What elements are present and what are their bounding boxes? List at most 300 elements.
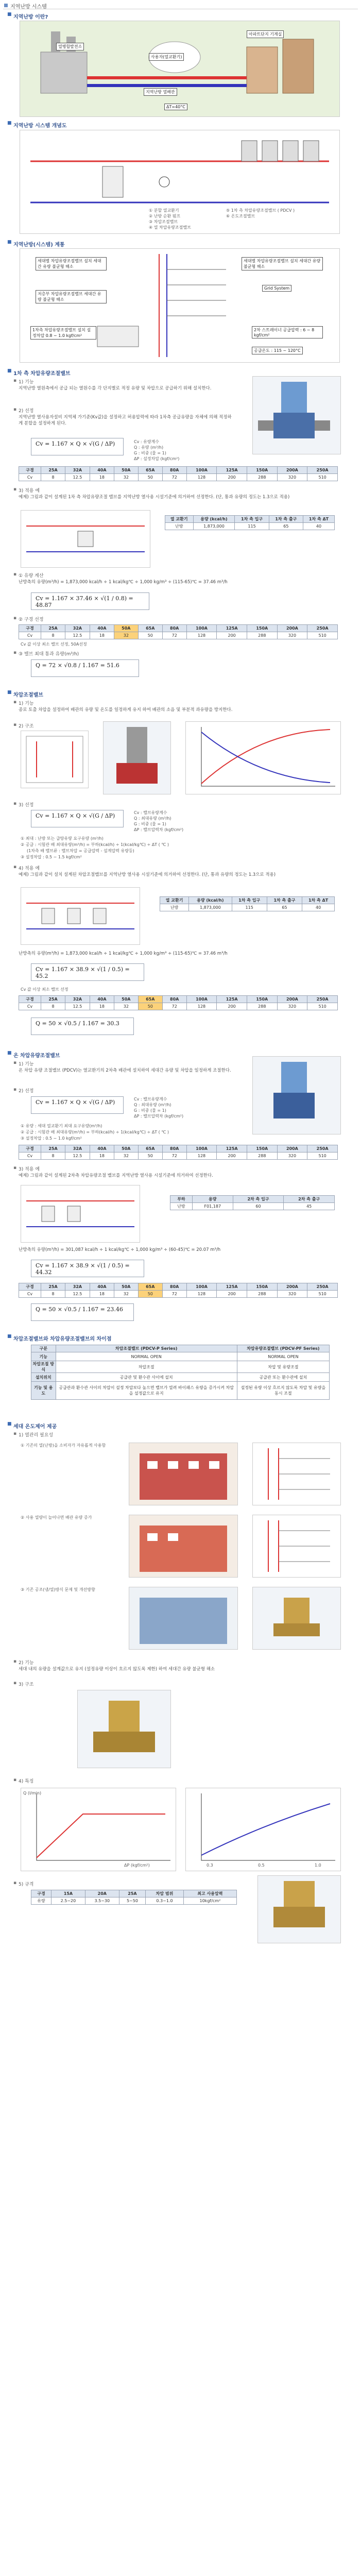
s8-valve-photo — [252, 1587, 341, 1650]
s8-graph-tick-2: 0.5 — [258, 1863, 265, 1868]
s8-item-3: ③ 기존 공조(냉/열)방식 문제 및 개선방향 — [21, 1587, 95, 1592]
table-cell: 기능 및 용도 — [31, 1382, 56, 1400]
system-label-6: 2차 스트레이너 공급압력 : 6 ~ 8 kgf/cm² — [252, 326, 323, 338]
table-cell: 15A — [51, 1890, 85, 1897]
table-cell: Cv — [19, 1291, 41, 1298]
section-heading-concept: ■ 지역난방 시스템 개념도 — [7, 121, 67, 129]
s4-cv-calc: Cv = 1.167 × 37.46 × √(1 / 0.8) = 48.87 — [31, 592, 149, 610]
s4-calc-text: 난방측의 유량(m³/h) = 1,873,000 kcal/h ÷ 1 kcal/kg℃ ÷ 1,000 kg/m³ ÷ (115-65)℃ = 37.46 m³/h — [19, 580, 228, 585]
s8-flow-graph — [21, 1788, 176, 1871]
table-cell: 12.5 — [65, 474, 90, 481]
table-cell: 72 — [162, 1003, 186, 1010]
table-cell: 32 — [114, 1003, 138, 1010]
s5-var-2: Q : 최대유량 (m³/h) — [134, 816, 171, 821]
table-cell: 8 — [41, 1003, 65, 1010]
table-cell: 150A — [247, 1283, 277, 1291]
system-diagram — [20, 248, 340, 363]
s4-check-formula: Q = 72 × √0.8 / 1.167 = 51.6 — [31, 659, 139, 677]
table-cell: 공급관 및 환수관 사이에 설치 — [56, 1373, 237, 1382]
s8-building-3-svg — [129, 1587, 237, 1649]
table-row — [19, 1291, 338, 1298]
s5-calc-text: 난방측의 유량(m³/h) = 1,873,000 kcal/h ÷ 1 kcal/kg℃ ÷ 1,000 kg/m³ ÷ (115-65)℃ = 37.46 m³/h — [19, 951, 228, 956]
s8-building-2-svg — [129, 1515, 237, 1577]
table-cell: 3.5~30 — [85, 1897, 119, 1905]
table-cell: 차압조절 — [56, 1361, 237, 1373]
table-cell: 20A — [85, 1890, 119, 1897]
table-cell: 5~50 — [119, 1897, 145, 1905]
s4-cv-table — [19, 466, 338, 481]
table-cell: 80A — [162, 467, 186, 474]
s5-install-diagram — [21, 731, 89, 788]
s6-spec-table — [170, 1195, 335, 1210]
table-cell: 32A — [65, 1145, 90, 1153]
table-cell: 18 — [90, 1003, 114, 1010]
table-cell: 510 — [307, 1153, 338, 1160]
s4-example-diagram — [21, 510, 150, 568]
table-cell: 288 — [247, 1291, 277, 1298]
table-cell: 72 — [162, 1291, 186, 1298]
table-cell: 최고 사용압력 — [183, 1890, 236, 1897]
table-cell: 설치위치 — [31, 1373, 56, 1382]
table-cell: 차압 및 유량조절 — [237, 1361, 329, 1373]
s6-valve-table — [19, 1145, 338, 1160]
table-cell: 구경 — [19, 996, 41, 1003]
table-cell: 50 — [138, 1003, 162, 1010]
table-cell: 115 — [235, 523, 269, 530]
table-cell: 128 — [186, 1003, 217, 1010]
table-cell: 65 — [269, 523, 303, 530]
table-cell: 용량 — [192, 1196, 233, 1203]
s8-graph-tick-1: 0.3 — [207, 1863, 213, 1868]
s5-note-4: ③ 설정차압 : 0.5 ~ 1.5 kgf/cm² — [21, 855, 82, 859]
table-cell: 40A — [90, 996, 114, 1003]
table-cell: 65A — [138, 1283, 162, 1291]
s5-sub-example: ▪ 4) 적용 예 — [13, 865, 40, 871]
table-cell: 125A — [217, 467, 247, 474]
table-cell: 공급관 또는 환수관에 설치 — [237, 1373, 329, 1382]
s8-valve-svg — [253, 1587, 340, 1649]
s8-structure-photo — [77, 1690, 171, 1768]
label-heat-pipe: 지역난방 열배관 — [144, 88, 177, 96]
s8-riser-1-svg — [253, 1443, 340, 1505]
table-cell: 50A — [114, 625, 138, 632]
table-row — [19, 467, 338, 474]
s4-sub-selection: ▪ 2) 선정 — [13, 407, 34, 414]
table-cell: 80A — [162, 996, 186, 1003]
s4-sub-example: ▪ 3) 적용 예 — [13, 487, 40, 494]
section-heading-pdcv-secondary: ■ 온 차압유량조절밸브 — [7, 1051, 60, 1059]
table-row — [170, 1203, 335, 1210]
table-cell: 구분 — [31, 1345, 56, 1352]
table-cell: 100A — [186, 996, 217, 1003]
table-cell: 용량 (kcal/h) — [189, 897, 232, 904]
table-cell: 250A — [307, 996, 338, 1003]
s6-var-2: Q : 최대유량 (m³/h) — [134, 1103, 171, 1107]
table-cell: 25A — [119, 1890, 145, 1897]
table-cell: 1차 측 출구 — [267, 897, 302, 904]
table-cell: 128 — [186, 474, 217, 481]
table-cell: 2.5~20 — [51, 1897, 85, 1905]
s8-riser-diagram-2 — [252, 1515, 341, 1578]
s6-var-3: G : 비중 (물 = 1) — [134, 1108, 166, 1113]
s4-var-2: Q : 유량 (m³/h) — [134, 445, 164, 450]
s6-example-svg — [21, 1185, 140, 1242]
table-cell: 12.5 — [65, 1003, 90, 1010]
s4-spec-table — [165, 515, 335, 530]
table-row — [19, 1003, 338, 1010]
table-row — [31, 1373, 330, 1382]
table-cell: 60 — [233, 1203, 284, 1210]
district-heating-illustration — [20, 21, 340, 117]
table-cell: Cv — [19, 632, 41, 639]
s8-building-2 — [129, 1515, 238, 1578]
table-cell: 250A — [307, 1145, 338, 1153]
s8-sub-feature: ▪ 4) 특징 — [13, 1777, 34, 1784]
table-cell: 10kgf/cm² — [183, 1897, 236, 1905]
table-cell: 2차 측 출구 — [284, 1196, 335, 1203]
table-cell: 1차 측 입구 — [235, 516, 269, 523]
s5-characteristic-graph — [185, 721, 341, 794]
table-cell: 115 — [232, 904, 267, 911]
s8-graph-x-label: ΔP (kgf/cm²) — [124, 1863, 150, 1868]
s8-sub-structure: ▪ 3) 구조 — [13, 1681, 34, 1687]
s8-spec-title: ▪ 5) 규격 — [13, 1880, 34, 1887]
s4-cv-formula: Cv = 1.167 × Q × √(G / ΔP) — [31, 438, 124, 455]
table-row — [19, 632, 338, 639]
s6-example-diagram — [21, 1185, 140, 1243]
s6-check-formula: Q = 50 × √0.5 / 1.167 = 23.46 — [31, 1303, 134, 1321]
table-cell: 50 — [138, 1291, 162, 1298]
concept-legend-3: ③ 차압조절밸브 — [149, 219, 178, 224]
s4-valve-table — [19, 624, 338, 639]
s4-var-3: G : 비중 (물 = 1) — [134, 451, 166, 455]
s8-product-photo — [257, 1875, 341, 1943]
s6-sub-selection: ▪ 2) 선정 — [13, 1087, 34, 1094]
table-cell: 40A — [90, 1283, 114, 1291]
system-label-3: 저층부 차압유량조절밸브 세대간 유량 불균형 해소 — [36, 290, 107, 303]
table-cell: 32 — [114, 1291, 138, 1298]
table-cell: 부하 — [170, 1196, 193, 1203]
label-machine-room: 아파트단지 기계실 — [247, 30, 284, 38]
s6-example-text: 예제) 그림과 같이 설계된 2차측 차압유량조절 밸브를 지역난방 열사용 시설기준에 의거하여 선정한다. — [19, 1173, 213, 1178]
section-heading-dpcv: ■ 차압조절밸브 — [7, 690, 43, 698]
table-cell: 510 — [307, 474, 338, 481]
s5-sub-selection: ▪ 3) 선정 — [13, 801, 34, 808]
section-heading-room-control: ■ 세대 온도제어 제공 — [7, 1422, 57, 1430]
s4-example-svg — [21, 511, 150, 567]
table-cell: 510 — [307, 1003, 338, 1010]
s5-note-2: ② 공급 : 시험관 배 최대유량(m³/h) = 부하(kcal/h) ÷ 1(kcal/kg℃) ÷ ΔT ( ℃ ) — [21, 842, 169, 847]
table-cell: 1,873,000 — [189, 904, 232, 911]
table-cell: NORMAL OPEN — [237, 1352, 329, 1361]
table-cell: 50A — [114, 1145, 138, 1153]
table-cell: 1차 측 ΔT — [302, 897, 335, 904]
table-cell: 1차 측 ΔT — [303, 516, 335, 523]
table-cell: 12.5 — [65, 1153, 90, 1160]
s8-graph-tick-3: 1.0 — [315, 1863, 321, 1868]
s6-cv-formula: Cv = 1.167 × Q × √(G / ΔP) — [31, 1096, 124, 1114]
table-cell: 320 — [277, 1291, 307, 1298]
table-cell: 65A — [138, 625, 162, 632]
s5-sub-function: ▪ 1) 기능 — [13, 700, 34, 706]
s6-note-1: ① 유량 : 세대 열교환기 최대 요구유량(m³/h) — [21, 1124, 102, 1128]
table-cell: 65A — [138, 1145, 162, 1153]
table-cell: 100A — [186, 625, 217, 632]
s4-var-1: Cv : 유량계수 — [134, 439, 160, 444]
system-label-5: 1차측 차압유량조절밸브 설치 설정차압 0.8 ~ 1.0 kgf/cm² — [30, 326, 96, 340]
table-cell: 40 — [302, 904, 335, 911]
table-cell: 288 — [247, 1153, 277, 1160]
concept-legend-5: ⑤ 1차 측 차압유량조절밸브 ( PDCV ) — [226, 208, 295, 213]
table-cell: 12.5 — [65, 1291, 90, 1298]
table-cell: 1차 측 출구 — [269, 516, 303, 523]
s8-spec-table — [31, 1890, 237, 1905]
table-cell: 72 — [162, 474, 186, 481]
table-cell: 200 — [217, 1291, 247, 1298]
s5-var-3: G : 비중 (물 = 1) — [134, 822, 166, 826]
table-cell: 65A — [138, 996, 162, 1003]
table-cell: 65A — [138, 467, 162, 474]
table-cell: 32A — [65, 467, 90, 474]
s4-function-text: 지역난방 열원측에서 공급 되는 열원수를 각 단지별로 적정 유량 및 차압으로 공급하기 위해 설치한다. — [19, 386, 212, 391]
s8-flow-graph-svg — [21, 1788, 176, 1871]
table-cell: 100A — [186, 1145, 217, 1153]
table-cell: 50A — [114, 467, 138, 474]
table-row — [19, 1283, 338, 1291]
s5-example-text: 예제) 그림과 같이 설치 설계된 차압조절밸브를 지역난방 열사용 시설기준에 의거하여 선정한다. (단, 통과 유량의 정도는 1.3으로 적용) — [19, 872, 276, 877]
section-heading-pdcv-primary: ■ 1차 측 차압유량조절밸브 — [7, 369, 71, 377]
table-row — [31, 1352, 330, 1361]
s6-note-3: ③ 설정차압 : 0.5 ~ 1.0 kgf/cm² — [21, 1136, 82, 1141]
s8-structure-svg — [78, 1690, 170, 1768]
s5-valve-svg — [104, 722, 170, 794]
system-label-grid: Grid System — [262, 285, 291, 292]
s8-building-3 — [129, 1587, 238, 1650]
s8-function-text: 세대 내의 유량을 설계값으로 유지 (설정유량 이상이 흐르지 않도록 제한) 하여 세대간 유량 불균형 해소 — [19, 1667, 215, 1672]
table-cell: 72 — [162, 632, 186, 639]
section-heading-difference: ■ 차압조절밸브와 차압유량조절밸브의 차이점 — [7, 1334, 112, 1342]
table-cell: 32 — [114, 474, 138, 481]
s6-pick-table — [19, 1283, 338, 1298]
table-cell: 128 — [186, 632, 217, 639]
table-cell: 200 — [217, 1153, 247, 1160]
table-cell: 32A — [65, 1283, 90, 1291]
s6-calc-text: 난방측의 유량(m³/h) = 301,087 kcal/h ÷ 1 kcal/kg℃ ÷ 1,000 kg/m³ ÷ (60-45)℃ = 20.07 m³/h — [19, 1247, 221, 1252]
table-cell: 40A — [90, 625, 114, 632]
s4-sub-function: ▪ 1) 기능 — [13, 378, 34, 385]
table-cell: 510 — [307, 1291, 338, 1298]
table-cell: 2차 측 입구 — [233, 1196, 284, 1203]
s8-pressure-graph — [185, 1788, 341, 1871]
table-row — [19, 996, 338, 1003]
table-cell: 250A — [307, 467, 338, 474]
s4-pick-text: Cv 값 이상 최소 밸브 선정, 50A선정 — [21, 642, 87, 647]
table-cell: F01,187 — [192, 1203, 233, 1210]
table-cell: 320 — [277, 1003, 307, 1010]
table-cell: 32A — [65, 996, 90, 1003]
s8-riser-2-svg — [253, 1515, 340, 1577]
table-cell: 200 — [217, 474, 247, 481]
s5-example-svg — [21, 888, 140, 944]
table-cell: 구경 — [19, 1283, 41, 1291]
s5-function-text: 종로 토출 차압을 설정하여 배관의 유량 및 온도를 일정하게 유지 하여 배관의 소음 및 부분적 과유량을 방지한다. — [19, 707, 233, 713]
table-row — [31, 1382, 330, 1400]
table-cell: 기능 — [31, 1352, 56, 1361]
table-cell: 차압조절밸브 (PDCV-P Series) — [56, 1345, 237, 1352]
table-cell: 차압조절 방식 — [31, 1361, 56, 1373]
s5-install-svg — [21, 731, 88, 788]
table-cell: 난방 — [170, 1203, 193, 1210]
table-cell: 150A — [247, 467, 277, 474]
difference-table-body — [31, 1352, 330, 1400]
table-cell: 50 — [138, 474, 162, 481]
s5-var-4: ΔP : 밸브압력차 (kgf/cm²) — [134, 827, 184, 832]
table-row — [19, 1153, 338, 1160]
table-cell: 25A — [41, 996, 65, 1003]
table-cell: 1차 측 입구 — [232, 897, 267, 904]
s6-var-1: Cv : 밸브유량계수 — [134, 1097, 167, 1101]
table-row — [31, 1361, 330, 1373]
table-cell: 150A — [247, 625, 277, 632]
s5-example-diagram — [21, 887, 140, 945]
s5-valve-photo — [103, 721, 171, 794]
s5-cv-formula: Cv = 1.167 × Q × √(G / ΔP) — [31, 810, 124, 827]
system-label-1: 세대별 차압유량조절밸브 설치 세대간 유량 불균형 해소 — [36, 257, 107, 270]
concept-legend-6: ⑥ 온도조절밸브 — [226, 214, 255, 218]
table-cell: 200A — [277, 1145, 307, 1153]
page-title: 지역난방 시스템 — [3, 2, 358, 9]
s6-note-2: ② 공급 : 시험관 배 최대유량(m³/h) = 부하(kcal/h) ÷ 1(kcal/kg℃) ÷ ΔT ( ℃ ) — [21, 1130, 169, 1134]
s4-var-4: ΔP : 설정차압 (kgf/cm²) — [134, 456, 180, 461]
s6-function-text: 온 차압 유량 조절밸브 (PDCV)는 열교환기의 2차측 배관에 설치하여 세대간 유량 및 차압을 일정하게 조절한다. — [19, 1068, 231, 1073]
table-cell: 288 — [247, 474, 277, 481]
s8-product-svg — [258, 1876, 340, 1943]
table-cell: 40A — [90, 1145, 114, 1153]
table-cell: 72 — [162, 1153, 186, 1160]
s4-check-title: ▪ ③ 밸브 최대 통과 유량(m³/h) — [13, 650, 79, 657]
table-cell: 32A — [65, 625, 90, 632]
table-cell: 1,873,000 — [193, 523, 235, 530]
table-cell: 차압 범위 — [146, 1890, 184, 1897]
table-row — [19, 625, 338, 632]
s4-pick-title: ▪ ② 구경 선정 — [13, 616, 44, 622]
s8-graph-y-label: Q (l/min) — [23, 1791, 42, 1795]
table-row — [31, 1890, 237, 1897]
table-cell: 125A — [217, 1283, 247, 1291]
system-label-2: 세대별 차압유량조절밸브 설치 세대간 유량 불균형 해소 — [242, 257, 323, 270]
table-cell: 8 — [41, 632, 65, 639]
table-cell: 8 — [41, 1153, 65, 1160]
table-cell: 50 — [138, 632, 162, 639]
table-cell: 용량 (kcal/h) — [193, 516, 235, 523]
concept-legend-4: ④ 열 차압유량조절밸브 — [149, 225, 191, 230]
table-row — [19, 1145, 338, 1153]
table-row — [31, 1897, 237, 1905]
table-cell: 150A — [247, 996, 277, 1003]
table-row — [160, 904, 335, 911]
s6-sub-example: ▪ 3) 적용 예 — [13, 1165, 40, 1172]
table-cell: 난방 — [160, 904, 189, 911]
s5-sub-structure: ▪ 2) 구조 — [13, 722, 34, 729]
table-cell: 32 — [114, 1153, 138, 1160]
table-cell: 50 — [138, 1153, 162, 1160]
table-cell: 구경 — [19, 1145, 41, 1153]
table-cell: 288 — [247, 1003, 277, 1010]
s6-valve-photo — [252, 1056, 341, 1134]
table-row — [160, 897, 335, 904]
section-heading-system: ■ 지역난방(시스템) 계통 — [7, 240, 65, 248]
table-cell: 200A — [277, 467, 307, 474]
table-cell: 320 — [277, 1153, 307, 1160]
table-cell: 25A — [41, 1145, 65, 1153]
s8-building-1-svg — [129, 1443, 237, 1505]
s5-valve-table — [19, 995, 338, 1010]
label-delta-t: ΔT=40°C — [164, 104, 187, 110]
table-cell: 125A — [217, 1145, 247, 1153]
table-cell: 25A — [41, 1283, 65, 1291]
table-cell: 200 — [217, 1003, 247, 1010]
table-cell: 150A — [247, 1145, 277, 1153]
s5-note-1: ① 최대 : 난방 또는 급탕유량 요구유량 (m³/h) — [21, 836, 104, 841]
table-row — [19, 474, 338, 481]
table-cell: 0.3~1.0 — [146, 1897, 184, 1905]
s5-check-formula: Q = 50 × √0.5 / 1.167 = 30.3 — [31, 1018, 134, 1035]
table-cell: 8 — [41, 474, 65, 481]
table-cell: 45 — [284, 1203, 335, 1210]
s6-sub-function: ▪ 1) 기능 — [13, 1060, 34, 1067]
s6-cv-calc: Cv = 1.167 × 38.9 × √(1 / 0.5) = 44.32 — [31, 1260, 144, 1277]
table-row — [170, 1196, 335, 1203]
table-cell: 구경 — [31, 1890, 51, 1897]
table-cell: 25A — [41, 625, 65, 632]
s5-graph-svg — [186, 722, 340, 794]
pdcv-valve-svg — [253, 377, 340, 454]
district-heating-svg — [20, 21, 339, 116]
s8-item-1: ① 기존의 열(난방)을 소비자가 자유롭게 사용함 — [21, 1443, 106, 1448]
table-cell: 125A — [217, 996, 247, 1003]
s6-valve-svg — [253, 1057, 340, 1134]
s6-var-4: ΔP : 밸브압력차 (kgf/cm²) — [134, 1114, 184, 1118]
table-cell: NORMAL OPEN — [56, 1352, 237, 1361]
table-cell: 공급관과 환수관 사이의 차압이 설정 차압보다 높으면 밸브가 열려 바이패스 유량을 증가시켜 차압을 설정값으로 유지 — [56, 1382, 237, 1400]
table-cell: 125A — [217, 625, 247, 632]
table-cell: 100A — [186, 467, 217, 474]
table-cell: 100A — [186, 1283, 217, 1291]
concept-legend-1: ① 분할 열교환기 — [149, 208, 179, 213]
s5-note-3: (1차측 배 밸브류 : 밸브차압 = 공급압력 - 설계압력 유량등) — [27, 849, 134, 853]
label-user: 사용자(열교환기) — [149, 53, 184, 61]
label-power-plant: 열병합발전소 — [56, 43, 84, 50]
table-cell: 80A — [162, 625, 186, 632]
table-cell: Cv — [19, 1153, 41, 1160]
pdcv-valve-photo — [252, 376, 341, 454]
table-cell: 320 — [277, 632, 307, 639]
table-cell: 65 — [267, 904, 302, 911]
table-cell: 40 — [303, 523, 335, 530]
difference-table — [31, 1345, 330, 1400]
table-cell: 200A — [277, 1283, 307, 1291]
table-cell: 설정된 유량 이상 흐르지 않도록 차압 및 유량을 동시 조절 — [237, 1382, 329, 1400]
table-cell: 80A — [162, 1145, 186, 1153]
s5-spec-table — [160, 896, 335, 911]
table-cell: 유량 — [31, 1897, 51, 1905]
table-cell: 8 — [41, 1291, 65, 1298]
table-cell: 차압유량조절밸브 (PDCV-PF Series) — [237, 1345, 329, 1352]
table-cell: 250A — [307, 625, 338, 632]
table-cell: 열 교환기 — [165, 516, 194, 523]
s8-sub-necessity: ▪ 1) 열관리 필요성 — [13, 1431, 53, 1438]
table-cell: 구경 — [19, 625, 41, 632]
